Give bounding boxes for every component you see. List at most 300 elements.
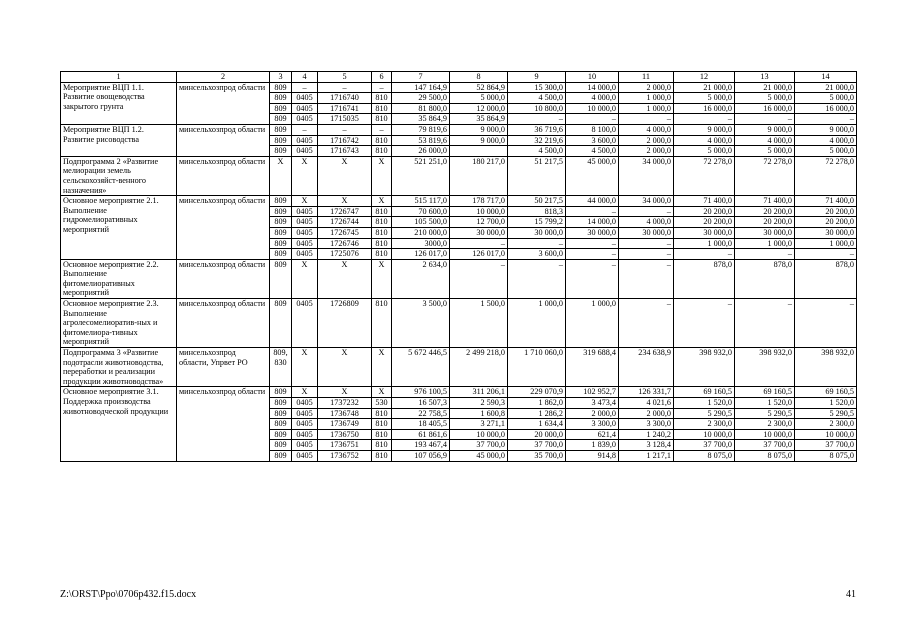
cell-value: 5 290,5 [735, 408, 795, 419]
cell-value: 1736750 [318, 429, 372, 440]
cell-value: – [735, 249, 795, 260]
cell-value: X [292, 196, 318, 207]
cell-value: 809 [270, 387, 292, 398]
cell-value: 30 000,0 [619, 227, 674, 238]
cell-value: 79 819,6 [392, 124, 450, 135]
cell-value: 126 331,7 [619, 387, 674, 398]
cell-value: 1725076 [318, 249, 372, 260]
cell-value: 178 717,0 [450, 196, 508, 207]
cell-value: 35 700,0 [508, 450, 566, 461]
cell-value: 69 160,5 [674, 387, 735, 398]
cell-value: 1 000,0 [566, 299, 619, 348]
cell-value: 1726747 [318, 206, 372, 217]
cell-value: 210 000,0 [392, 227, 450, 238]
cell-value: 2 300,0 [795, 419, 857, 430]
cell-value: 1 520,0 [735, 398, 795, 409]
cell-value: X [372, 196, 392, 207]
column-header: 1 [61, 72, 177, 83]
cell-value: – [619, 238, 674, 249]
cell-value: 810 [372, 419, 392, 430]
cell-value: 16 000,0 [735, 103, 795, 114]
cell-value: X [372, 387, 392, 398]
column-header: 5 [318, 72, 372, 83]
cell-value: 319 688,4 [566, 348, 619, 387]
cell-value: 10 000,0 [566, 103, 619, 114]
cell-value: X [318, 259, 372, 298]
cell-value: – [566, 259, 619, 298]
cell-value: 809 [270, 124, 292, 135]
cell-value: 2 300,0 [674, 419, 735, 430]
cell-value: 30 000,0 [795, 227, 857, 238]
cell-value: 10 000,0 [795, 429, 857, 440]
cell-value: 530 [372, 398, 392, 409]
cell-value: 71 400,0 [735, 196, 795, 207]
cell-value: – [508, 259, 566, 298]
cell-value: 4 500,0 [508, 93, 566, 104]
cell-value: 20 000,0 [508, 429, 566, 440]
cell-value: 35 864,9 [450, 114, 508, 125]
cell-value: 810 [372, 93, 392, 104]
cell-value: X [318, 348, 372, 387]
cell-value: 809 [270, 249, 292, 260]
cell-value: 2 499 218,0 [450, 348, 508, 387]
cell-value: 26 000,0 [392, 146, 450, 157]
cell-value: 16 507,3 [392, 398, 450, 409]
cell-value: 8 075,0 [674, 450, 735, 461]
cell-value: – [674, 249, 735, 260]
cell-value: 0405 [292, 238, 318, 249]
cell-value: – [450, 259, 508, 298]
table-header-row [61, 72, 857, 83]
cell-value: 810 [372, 146, 392, 157]
cell-value: 30 000,0 [674, 227, 735, 238]
cell-value: 35 864,9 [392, 114, 450, 125]
cell-value: X [270, 156, 292, 195]
cell-value: 4 000,0 [795, 135, 857, 146]
cell-value: 10 000,0 [450, 206, 508, 217]
table-row [61, 387, 857, 398]
cell-value: 1 862,0 [508, 398, 566, 409]
cell-value: 810 [372, 227, 392, 238]
cell-value: 14 000,0 [566, 82, 619, 93]
column-header: 10 [566, 72, 619, 83]
cell-value: 4 500,0 [566, 146, 619, 157]
cell-value: 1 634,4 [508, 419, 566, 430]
cell-value: 1 286,2 [508, 408, 566, 419]
cell-value: 20 200,0 [795, 217, 857, 228]
cell-value: 0405 [292, 299, 318, 348]
cell-value: 398 932,0 [735, 348, 795, 387]
cell-value: 20 200,0 [735, 206, 795, 217]
cell-value: 30 000,0 [566, 227, 619, 238]
column-header: 4 [292, 72, 318, 83]
column-header: 7 [392, 72, 450, 83]
cell-value: X [292, 348, 318, 387]
table-row [61, 196, 857, 207]
cell-value: 34 000,0 [619, 156, 674, 195]
cell-value: 5 672 446,5 [392, 348, 450, 387]
program-name: Подпрограмма 3 «Развитие подотрасли животноводства, переработки и реализации продукции животноводства» [61, 348, 177, 387]
cell-value: – [735, 114, 795, 125]
cell-value: 0405 [292, 408, 318, 419]
cell-value: 810 [372, 249, 392, 260]
cell-value: 2 300,0 [735, 419, 795, 430]
cell-value: 72 278,0 [795, 156, 857, 195]
cell-value: 1716742 [318, 135, 372, 146]
cell-value: – [566, 238, 619, 249]
column-header: 13 [735, 72, 795, 83]
cell-value: – [566, 206, 619, 217]
cell-value: 30 000,0 [508, 227, 566, 238]
cell-value: X [318, 156, 372, 195]
cell-value: 21 000,0 [735, 82, 795, 93]
cell-value: 9 000,0 [795, 124, 857, 135]
cell-value: 3000,0 [392, 238, 450, 249]
column-header: 2 [177, 72, 270, 83]
table-row [61, 299, 857, 348]
cell-value: X [318, 196, 372, 207]
program-name: Мероприятие ВЦП 1.1. Развитие овощеводства закрытого грунта [61, 82, 177, 124]
cell-value: 37 700,0 [508, 440, 566, 451]
cell-value: 18 405,5 [392, 419, 450, 430]
cell-value: 1 000,0 [795, 238, 857, 249]
cell-value: 193 467,4 [392, 440, 450, 451]
cell-value: – [372, 82, 392, 93]
cell-value: – [292, 124, 318, 135]
page-number: 41 [846, 589, 856, 600]
cell-value: 3 600,0 [566, 135, 619, 146]
cell-value: 878,0 [674, 259, 735, 298]
cell-value: 809 [270, 450, 292, 461]
cell-value: 36 719,6 [508, 124, 566, 135]
cell-value: 9 000,0 [450, 135, 508, 146]
cell-value: – [619, 114, 674, 125]
cell-value: 4 000,0 [735, 135, 795, 146]
executor: минсельхозпрод области [177, 124, 270, 156]
cell-value: 810 [372, 450, 392, 461]
cell-value: 16 000,0 [674, 103, 735, 114]
cell-value: 71 400,0 [795, 196, 857, 207]
cell-value: 810 [372, 135, 392, 146]
cell-value: 4 000,0 [566, 93, 619, 104]
cell-value: 0405 [292, 114, 318, 125]
executor: минсельхозпрод области [177, 387, 270, 461]
cell-value: 9 000,0 [735, 124, 795, 135]
cell-value: 3 500,0 [392, 299, 450, 348]
cell-value: 126 017,0 [450, 249, 508, 260]
cell-value: 810 [372, 299, 392, 348]
cell-value: 810 [372, 440, 392, 451]
cell-value: 1 000,0 [735, 238, 795, 249]
cell-value: 5 000,0 [674, 93, 735, 104]
cell-value: 9 000,0 [450, 124, 508, 135]
cell-value: 9 000,0 [674, 124, 735, 135]
cell-value: 15 799,2 [508, 217, 566, 228]
cell-value: 809 [270, 135, 292, 146]
cell-value: 3 128,4 [619, 440, 674, 451]
cell-value: 809 [270, 259, 292, 298]
cell-value: 229 070,9 [508, 387, 566, 398]
cell-value: 2 000,0 [619, 408, 674, 419]
cell-value: – [619, 206, 674, 217]
cell-value: X [292, 259, 318, 298]
cell-value: 810 [372, 238, 392, 249]
cell-value: 10 000,0 [735, 429, 795, 440]
cell-value: 12 700,0 [450, 217, 508, 228]
executor: минсельхозпрод области [177, 259, 270, 298]
cell-value: 107 056,9 [392, 450, 450, 461]
cell-value: 21 000,0 [795, 82, 857, 93]
column-header: 3 [270, 72, 292, 83]
cell-value: 0405 [292, 419, 318, 430]
cell-value: – [795, 114, 857, 125]
cell-value: 16 000,0 [795, 103, 857, 114]
cell-value: 878,0 [735, 259, 795, 298]
cell-value: 809 [270, 93, 292, 104]
cell-value: 1 000,0 [619, 93, 674, 104]
cell-value: 69 160,5 [735, 387, 795, 398]
cell-value: 61 861,6 [392, 429, 450, 440]
cell-value: 1 000,0 [508, 299, 566, 348]
cell-value: 0405 [292, 227, 318, 238]
cell-value: 810 [372, 217, 392, 228]
cell-value: 20 200,0 [674, 217, 735, 228]
cell-value: 22 758,5 [392, 408, 450, 419]
cell-value: 809 [270, 217, 292, 228]
cell-value: 10 000,0 [674, 429, 735, 440]
cell-value: 72 278,0 [735, 156, 795, 195]
cell-value: 398 932,0 [674, 348, 735, 387]
cell-value: 4 500,0 [508, 146, 566, 157]
cell-value: 1 520,0 [674, 398, 735, 409]
cell-value: 809 [270, 238, 292, 249]
cell-value: 8 075,0 [735, 450, 795, 461]
cell-value: – [674, 299, 735, 348]
cell-value: 810 [372, 206, 392, 217]
cell-value: 0405 [292, 398, 318, 409]
program-name: Основное мероприятие 3.1. Поддержка производства животноводческой продукции [61, 387, 177, 461]
cell-value: 5 000,0 [735, 93, 795, 104]
cell-value: 1716741 [318, 103, 372, 114]
table-row [61, 124, 857, 135]
cell-value: 0405 [292, 429, 318, 440]
cell-value: 81 800,0 [392, 103, 450, 114]
cell-value: 1 520,0 [795, 398, 857, 409]
cell-value: 45 000,0 [450, 450, 508, 461]
column-header: 8 [450, 72, 508, 83]
cell-value: – [735, 299, 795, 348]
cell-value: 3 300,0 [619, 419, 674, 430]
cell-value: 0405 [292, 440, 318, 451]
column-header: 11 [619, 72, 674, 83]
cell-value: 20 200,0 [795, 206, 857, 217]
cell-value: 809 [270, 440, 292, 451]
cell-value: 2 634,0 [392, 259, 450, 298]
cell-value: 1737232 [318, 398, 372, 409]
cell-value: 53 819,6 [392, 135, 450, 146]
cell-value: 2 000,0 [619, 146, 674, 157]
table-row [61, 156, 857, 195]
cell-value: 20 200,0 [674, 206, 735, 217]
cell-value: X [292, 387, 318, 398]
cell-value: X [318, 387, 372, 398]
cell-value: 5 000,0 [735, 146, 795, 157]
cell-value: X [372, 156, 392, 195]
program-name: Мероприятие ВЦП 1.2. Развитие рисоводства [61, 124, 177, 156]
cell-value: – [372, 124, 392, 135]
table-row [61, 82, 857, 93]
executor: минсельхозпрод области, Упрвет РО [177, 348, 270, 387]
cell-value: 810 [372, 114, 392, 125]
cell-value: 521 251,0 [392, 156, 450, 195]
cell-value: 1736752 [318, 450, 372, 461]
budget-table [60, 71, 857, 462]
cell-value: – [619, 259, 674, 298]
cell-value: 810 [372, 103, 392, 114]
cell-value: 809 [270, 299, 292, 348]
cell-value: 809 [270, 419, 292, 430]
cell-value: 0405 [292, 103, 318, 114]
cell-value: 29 500,0 [392, 93, 450, 104]
cell-value: 8 075,0 [795, 450, 857, 461]
cell-value: 147 164,9 [392, 82, 450, 93]
cell-value: 809 [270, 398, 292, 409]
cell-value: 1 000,0 [619, 103, 674, 114]
cell-value: 126 017,0 [392, 249, 450, 260]
cell-value: 515 117,0 [392, 196, 450, 207]
cell-value: 0405 [292, 249, 318, 260]
cell-value: 5 290,5 [795, 408, 857, 419]
cell-value: 1 710 060,0 [508, 348, 566, 387]
cell-value: 809 [270, 227, 292, 238]
cell-value: 44 000,0 [566, 196, 619, 207]
cell-value: 0405 [292, 450, 318, 461]
cell-value: 809 [270, 196, 292, 207]
cell-value: 4 000,0 [619, 217, 674, 228]
cell-value: 72 278,0 [674, 156, 735, 195]
cell-value: 1736751 [318, 440, 372, 451]
cell-value: 37 700,0 [674, 440, 735, 451]
cell-value: X [372, 259, 392, 298]
cell-value: 809, 830 [270, 348, 292, 387]
cell-value: 8 100,0 [566, 124, 619, 135]
cell-value: 810 [372, 408, 392, 419]
cell-value: – [566, 249, 619, 260]
cell-value: 809 [270, 408, 292, 419]
cell-value: 51 217,5 [508, 156, 566, 195]
cell-value: 1726809 [318, 299, 372, 348]
cell-value: 70 600,0 [392, 206, 450, 217]
cell-value: 2 000,0 [566, 408, 619, 419]
cell-value: – [318, 124, 372, 135]
cell-value: 1716743 [318, 146, 372, 157]
cell-value: 809 [270, 103, 292, 114]
cell-value: 1726744 [318, 217, 372, 228]
cell-value: – [566, 114, 619, 125]
cell-value: 2 000,0 [619, 82, 674, 93]
program-name: Подпрограмма 2 «Развитие мелиорации земель сельскохозяйст-венного назначения» [61, 156, 177, 195]
cell-value: 3 300,0 [566, 419, 619, 430]
cell-value: – [508, 238, 566, 249]
cell-value: 14 000,0 [566, 217, 619, 228]
cell-value: 102 952,7 [566, 387, 619, 398]
cell-value: 1736748 [318, 408, 372, 419]
cell-value: 809 [270, 429, 292, 440]
cell-value: 311 206,1 [450, 387, 508, 398]
cell-value: – [292, 82, 318, 93]
cell-value: – [619, 299, 674, 348]
cell-value: 818,3 [508, 206, 566, 217]
cell-value: 5 000,0 [795, 93, 857, 104]
cell-value: 180 217,0 [450, 156, 508, 195]
cell-value: – [795, 299, 857, 348]
cell-value: 4 000,0 [674, 135, 735, 146]
cell-value: – [674, 114, 735, 125]
cell-value: 1 500,0 [450, 299, 508, 348]
cell-value: 30 000,0 [450, 227, 508, 238]
column-header: 9 [508, 72, 566, 83]
cell-value: 15 300,0 [508, 82, 566, 93]
cell-value: 1715035 [318, 114, 372, 125]
cell-value: 5 000,0 [674, 146, 735, 157]
column-header: 14 [795, 72, 857, 83]
cell-value: 5 290,5 [674, 408, 735, 419]
cell-value: 34 000,0 [619, 196, 674, 207]
cell-value: – [318, 82, 372, 93]
cell-value: 5 000,0 [795, 146, 857, 157]
executor: минсельхозпрод области [177, 82, 270, 124]
cell-value: 0405 [292, 217, 318, 228]
cell-value: 976 100,5 [392, 387, 450, 398]
cell-value: – [619, 249, 674, 260]
cell-value: 4 021,6 [619, 398, 674, 409]
cell-value: 914,8 [566, 450, 619, 461]
cell-value: 37 700,0 [795, 440, 857, 451]
cell-value: 105 500,0 [392, 217, 450, 228]
cell-value: 810 [372, 429, 392, 440]
cell-value: 37 700,0 [735, 440, 795, 451]
cell-value: 878,0 [795, 259, 857, 298]
cell-value: 69 160,5 [795, 387, 857, 398]
cell-value: 234 638,9 [619, 348, 674, 387]
cell-value: 2 590,3 [450, 398, 508, 409]
executor: минсельхозпрод области [177, 299, 270, 348]
program-name: Основное мероприятие 2.2. Выполнение фитомелиоративных мероприятий [61, 259, 177, 298]
column-header: 12 [674, 72, 735, 83]
cell-value: 809 [270, 82, 292, 93]
cell-value: 45 000,0 [566, 156, 619, 195]
cell-value: X [372, 348, 392, 387]
cell-value: 621,4 [566, 429, 619, 440]
cell-value: 30 000,0 [735, 227, 795, 238]
cell-value: – [795, 249, 857, 260]
table-row [61, 259, 857, 298]
program-name: Основное мероприятие 2.1. Выполнение гидромелиоративных мероприятий [61, 196, 177, 260]
program-name: Основное мероприятие 2.3. Выполнение агролесомелиоратив-ных и фитомелиора-тивных мероприятий [61, 299, 177, 348]
cell-value: 1726746 [318, 238, 372, 249]
cell-value: 3 473,4 [566, 398, 619, 409]
executor: минсельхозпрод области [177, 156, 270, 195]
cell-value: 809 [270, 114, 292, 125]
cell-value: 50 217,5 [508, 196, 566, 207]
cell-value: 809 [270, 146, 292, 157]
cell-value: 3 271,1 [450, 419, 508, 430]
cell-value: 1716740 [318, 93, 372, 104]
cell-value: – [450, 238, 508, 249]
column-header: 6 [372, 72, 392, 83]
cell-value: 20 200,0 [735, 217, 795, 228]
cell-value: 809 [270, 206, 292, 217]
